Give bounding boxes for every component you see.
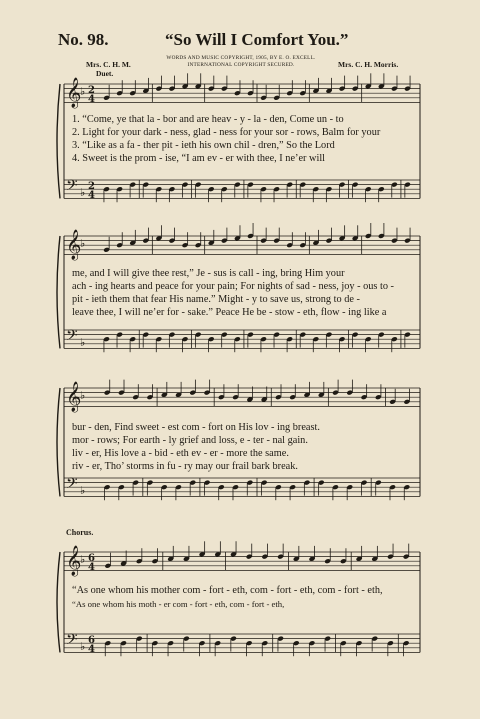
lyric-line: pit - ieth them that fear His name.” Might - y to save us, strong to de -	[72, 294, 360, 305]
brace-icon	[57, 84, 60, 198]
music-system	[0, 530, 480, 710]
flat-sign-icon: ♭	[80, 186, 86, 199]
bass-clef-icon: 𝄢	[66, 631, 78, 652]
time-signature-top: 2	[88, 181, 95, 192]
flat-sign-icon: ♭	[80, 336, 86, 349]
time-signature-top: 2	[88, 85, 95, 96]
lyricist-credit: Mrs. C. H. M.	[86, 60, 131, 69]
bass-clef-icon: 𝄢	[66, 475, 78, 496]
chorus-label: Chorus.	[66, 528, 94, 537]
lyric-line: 2. Light for your dark - ness, glad - ness for your sor - rows, Balm for your	[72, 127, 381, 138]
composer-credit: Mrs. C. H. Morris.	[338, 60, 399, 69]
lyric-line: 1. “Come, ye that la - bor and are heav - y - la - den, Come un - to	[72, 114, 344, 125]
lyric-line: riv - er, Tho’ storms in fu - ry may our frail bark break.	[72, 461, 298, 472]
lyric-line: ach - ing hearts and peace for your pain; For nights of sad - ness, joy - ous to -	[72, 281, 394, 292]
time-signature-bottom: 4	[88, 562, 95, 573]
flat-sign-icon: ♭	[80, 640, 86, 653]
brace-icon	[57, 236, 60, 348]
time-signature-top: 6	[88, 635, 95, 646]
lyric-line: 4. Sweet is the prom - ise, “I am ev - er with thee, I ne’er will	[72, 153, 326, 164]
copyright-notice	[152, 55, 330, 69]
duet-label: Duet.	[96, 69, 114, 78]
lyric-line: me, and I will give thee rest,” Je - sus is call - ing, bring Him your	[72, 268, 345, 279]
time-signature-top: 6	[88, 553, 95, 564]
lyric-line: “As one whom his moth - er com - fort - eth, com - fort - eth,	[72, 599, 285, 609]
lyric-line: leave thee, I will ne’er for - sake.” Peace He be - stow - eth, flow - ing like a	[72, 307, 387, 318]
time-signature-bottom: 4	[88, 94, 95, 105]
flat-sign-icon: ♭	[80, 553, 86, 566]
hymn-title: “So Will I Comfort You.”	[165, 30, 349, 49]
treble-clef-icon: 𝄞	[66, 382, 82, 412]
copyright-line: INTERNATIONAL COPYRIGHT SECURED.	[187, 62, 295, 68]
hymn-number: No. 98.	[58, 30, 109, 49]
lyric-line: 3. “Like as a fa - ther pit - ieth his own chil - dren,” So the Lord	[72, 140, 335, 151]
flat-sign-icon: ♭	[80, 484, 86, 497]
treble-clef-icon: 𝄞	[66, 78, 82, 108]
flat-sign-icon: ♭	[80, 389, 86, 402]
brace-icon	[57, 552, 60, 652]
time-signature-bottom: 4	[88, 644, 95, 655]
flat-sign-icon: ♭	[80, 237, 86, 250]
brace-icon	[57, 388, 60, 496]
treble-clef-icon: 𝄞	[66, 230, 82, 260]
lyric-line: liv - er, His love a - bid - eth ev - er - more the same.	[72, 448, 289, 459]
lyric-line: bur - den, Find sweet - est com - fort on His lov - ing breast.	[72, 422, 320, 433]
bass-clef-icon: 𝄢	[66, 327, 78, 348]
lyric-line: “As one whom his mother com - fort - eth, com - fort - eth, com - fort - eth,	[72, 585, 383, 596]
flat-sign-icon: ♭	[80, 85, 86, 98]
copyright-line: WORDS AND MUSIC COPYRIGHT, 1905, BY E. O. EXCELL.	[166, 55, 316, 61]
time-signature-bottom: 4	[88, 190, 95, 201]
treble-clef-icon: 𝄞	[66, 546, 82, 576]
lyric-line: mor - rows; For earth - ly grief and loss, e - ter - nal gain.	[72, 435, 308, 446]
bass-clef-icon: 𝄢	[66, 177, 78, 198]
